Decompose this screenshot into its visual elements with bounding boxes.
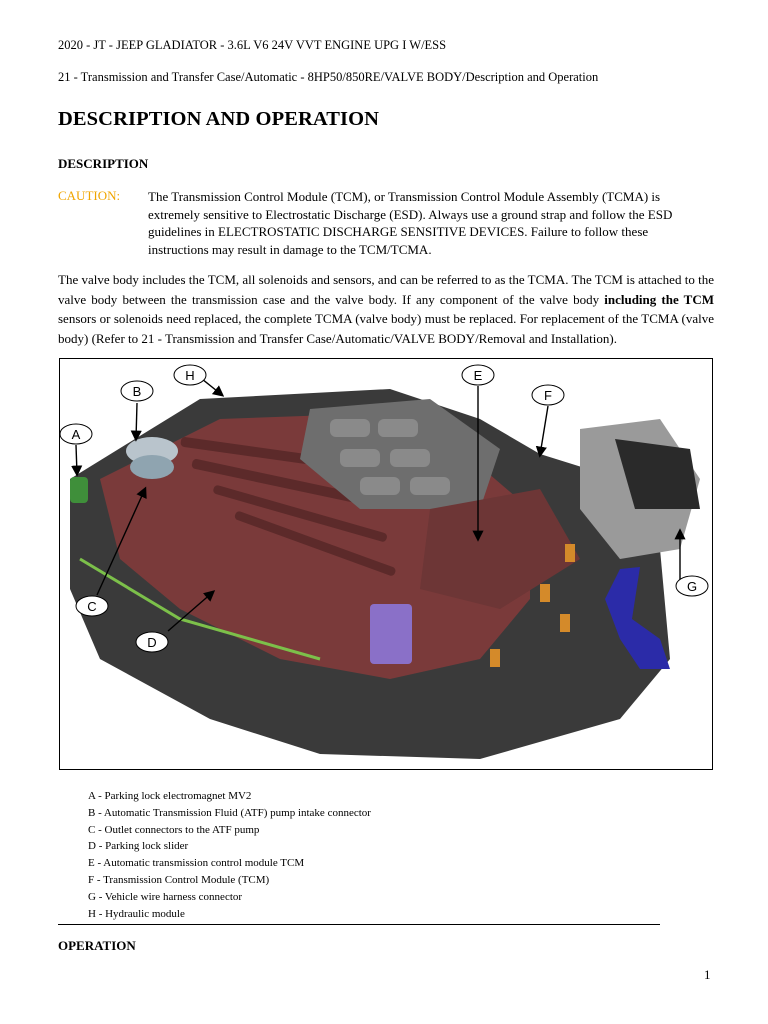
legend-item: E - Automatic transmission control module TCM [88,857,305,870]
caution-line: guidelines in ELECTROSTATIC DISCHARGE SENSITIVE DEVICES. Failure to follow these [148,224,649,239]
page-title: DESCRIPTION AND OPERATION [58,108,380,130]
valve-body-illustration [60,359,712,769]
legend-item: B - Automatic Transmission Fluid (ATF) pump intake connector [88,806,371,819]
callout-label-b: B [132,384,142,399]
operation-heading: OPERATION [58,938,136,953]
caution-label: CAUTION: [58,188,121,203]
callout-label-c: C [87,599,97,614]
legend-item: A - Parking lock electromagnet MV2 [88,790,252,802]
description-paragraph [58,270,714,349]
legend-item: F - Transmission Control Module (TCM) [88,873,270,886]
description-heading: DESCRIPTION [58,156,149,171]
callout-label-g: G [686,579,698,594]
caution-line: extremely sensitive to Electrostatic Discharge (ESD). Always use a ground strap and follow the ESD [148,206,673,222]
legend-item: D - Parking lock slider [88,840,189,853]
callout-label-a: A [71,427,81,442]
callout-label-e: E [473,368,483,383]
breadcrumb: 21 - Transmission and Transfer Case/Automatic - 8HP50/850RE/VALVE BODY/Description and Operation [58,70,599,84]
parking-lock-magnet [70,477,88,503]
legend-item: G - Vehicle wire harness connector [88,890,243,903]
paragraph-text: sensors or solenoids need replaced, the complete TCMA (valve body) must be replaced. For replacement of the TCMA (valve body) (Refer to 21 - Transmission and Transfer Case/Automatic/VALVE BODY/Removal and Installation). [58,311,714,347]
valve-body-figure [59,358,713,770]
paragraph-text: The valve body includes the TCM, all solenoids and sensors, and can be referred to as the TCMA. The TCM is attached to the valve body between the transmission case and the valve body. If any component of the valve body [58,272,714,307]
page-number: 1 [704,967,711,982]
vehicle-header: 2020 - JT - JEEP GLADIATOR - 3.6L V6 24V VVT ENGINE UPG I W/ESS [58,38,447,52]
legend-item: C - Outlet connectors to the ATF pump [88,823,260,836]
caution-line: The Transmission Control Module (TCM), or Transmission Control Module Assembly (TCMA) is [148,189,661,204]
figure-legend [88,788,371,922]
caution-line: instructions may result in damage to the TCM/TCMA. [148,241,432,257]
purple-connector [370,604,412,664]
callout-label-f: F [544,388,552,403]
caution-text [148,188,678,258]
legend-item: H - Hydraulic module [88,907,185,920]
callout-label-h: H [185,368,195,383]
callout-label-d: D [147,635,157,650]
legend-divider [58,924,660,925]
paragraph-bold: including the TCM [604,291,714,307]
